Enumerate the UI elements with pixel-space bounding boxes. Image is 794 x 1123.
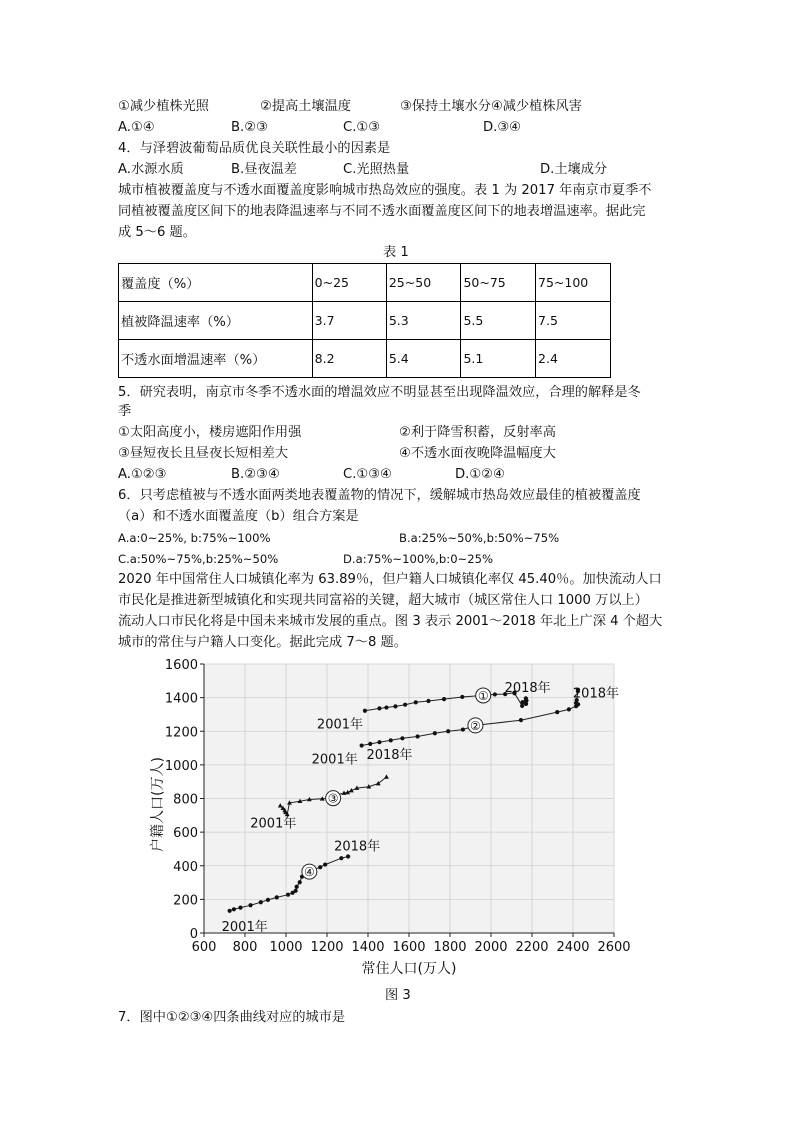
series-end-label: 2018年 — [504, 681, 551, 697]
data-point — [275, 895, 279, 899]
table-cell: 5.5 — [461, 302, 536, 340]
table-row-label: 覆盖度（%） — [119, 264, 313, 302]
x-tick-label: 2400 — [556, 940, 590, 955]
q5-option-3: ③昼短夜长且昼夜长短相差大 — [118, 446, 289, 461]
intro2-line-3: 流动人口市民化将是中国未来城市发展的重点。图 3 表示 2001～2018 年北上广深 4 个超大 — [118, 614, 663, 629]
data-point — [377, 740, 381, 744]
q3-choice-c: C.①③ — [343, 120, 381, 135]
data-point — [524, 696, 528, 700]
series-name-label: ① — [477, 688, 489, 703]
q5-choice-d: D.①②④ — [455, 467, 505, 482]
data-point — [368, 742, 372, 746]
q5-option-4: ④不透水面夜晚降温幅度大 — [399, 446, 556, 461]
x-tick-label: 1200 — [310, 940, 344, 955]
q4-choice-c: C.光照热量 — [343, 162, 410, 177]
q5-option-2: ②利于降雪积蓄，反射率高 — [399, 425, 556, 440]
x-axis-label: 常住人口(万人) — [361, 961, 457, 977]
data-point — [493, 692, 497, 696]
series-name-label: ④ — [303, 865, 315, 880]
intro1-line-2: 同植被覆盖度区间下的地表降温速率与不同不透水面覆盖度区间下的地表增温速率。据此完 — [118, 204, 646, 219]
y-tick-label: 1000 — [164, 758, 198, 774]
y-tick-label: 800 — [173, 792, 198, 808]
intro2-line-1: 2020 年中国常住人口城镇化率为 63.89％，但户籍人口城镇化率仅 45.40％。加快流动人口 — [118, 572, 662, 587]
figure-caption: 图 3 — [385, 988, 411, 1003]
data-point — [442, 697, 446, 701]
q3-choice-b: B.②③ — [231, 120, 268, 135]
q6-stem-line-2: （a）和不透水面覆盖度（b）组合方案是 — [118, 509, 359, 524]
q3-choice-a: A.①④ — [118, 120, 155, 135]
data-point — [360, 743, 364, 747]
x-tick-label: 1600 — [392, 940, 426, 955]
data-point — [389, 738, 393, 742]
q4-stem: 4．与泽碧波葡萄品质优良关联性最小的因素是 — [118, 141, 391, 156]
q6-choice-c: C.a:50%~75%,b:25%~50% — [118, 552, 279, 566]
data-point — [426, 699, 430, 703]
table-cell: 7.5 — [536, 302, 611, 340]
q7-stem: 7．图中①②③④四条曲线对应的城市是 — [118, 1010, 346, 1025]
data-point — [461, 727, 465, 731]
q5-choice-a: A.①②③ — [118, 467, 167, 482]
y-tick-label: 400 — [173, 859, 198, 875]
data-point — [266, 898, 270, 902]
q6-stem-line-1: 6．只考虑植被与不透水面两类地表覆盖物的情况下，缓解城市热岛效应最佳的植被覆盖度 — [118, 488, 641, 503]
data-point — [384, 705, 388, 709]
data-point — [416, 734, 420, 738]
q5-stem-line-1: 5．研究表明，南京市冬季不透水面的增温效应不明显甚至出现降温效应，合理的解释是冬 — [118, 385, 641, 400]
population-chart — [140, 652, 640, 987]
q5-choice-b: B.②③④ — [231, 467, 280, 482]
table-cell: 2.4 — [536, 340, 611, 378]
data-point — [339, 856, 343, 860]
data-point — [363, 709, 367, 713]
data-point — [520, 704, 524, 708]
data-point — [286, 893, 290, 897]
intro1-line-1: 城市植被覆盖度与不透水面覆盖度影响城市热岛效应的强度。表 1 为 2017 年南京市夏季不 — [118, 183, 652, 198]
table-cell: 25~50 — [386, 264, 461, 302]
table-row-label: 植被降温速率（%） — [119, 302, 313, 340]
q3-option-3-4: ③保持土壤水分④减少植株风害 — [400, 99, 582, 114]
q3-choice-d: D.③④ — [483, 120, 521, 135]
y-axis-label: 户籍人口(万人) — [150, 757, 166, 852]
x-tick-label: 800 — [232, 940, 258, 955]
intro2-line-2: 市民化是推进新型城镇化和实现共同富裕的关键，超大城市（城区常住人口 1000 万以上） — [118, 593, 648, 608]
data-point — [403, 703, 407, 707]
table-row-label: 不透水面增温速率（%） — [119, 340, 313, 378]
x-tick-label: 600 — [191, 940, 217, 955]
y-tick-label: 1400 — [164, 691, 198, 707]
table-cell: 50~75 — [461, 264, 536, 302]
data-point — [400, 736, 404, 740]
intro1-line-3: 成 5～6 题。 — [118, 225, 196, 240]
data-point — [238, 906, 242, 910]
y-tick-label: 1600 — [164, 658, 198, 673]
data-point — [393, 704, 397, 708]
data-point — [555, 710, 559, 714]
x-tick-label: 1000 — [269, 940, 303, 955]
y-tick-label: 600 — [173, 826, 198, 842]
series-name-label: ③ — [327, 791, 339, 806]
series-name-label: ② — [470, 718, 481, 733]
data-point — [346, 854, 350, 858]
q6-choice-a: A.a:0~25%, b:75%~100% — [118, 531, 271, 545]
data-point — [520, 700, 524, 704]
table-cell: 3.7 — [312, 302, 386, 340]
data-point — [248, 903, 252, 907]
q5-option-1: ①太阳高度小，楼房遮阳作用强 — [118, 425, 302, 440]
q5-stem-line-2: 季 — [118, 404, 132, 419]
series-start-label: 2001年 — [250, 816, 297, 832]
q3-option-2: ②提高土壤温度 — [260, 99, 351, 114]
data-point — [295, 885, 299, 889]
intro2-line-4: 城市的常住与户籍人口变化。据此完成 7～8 题。 — [118, 635, 407, 650]
data-point — [567, 707, 571, 711]
data-point — [259, 900, 263, 904]
x-tick-label: 2000 — [474, 940, 508, 955]
table-row — [119, 302, 611, 340]
table1-caption: 表 1 — [383, 245, 409, 260]
data-point — [228, 909, 232, 913]
table1 — [118, 263, 611, 378]
data-point — [519, 718, 523, 722]
series-end-label: 2018年 — [334, 839, 381, 855]
data-point — [446, 729, 450, 733]
table-row — [119, 264, 611, 302]
series-start-label: 2001年 — [311, 752, 358, 768]
data-point — [433, 731, 437, 735]
x-tick-label: 2600 — [597, 940, 631, 955]
series-end-label: 2018年 — [366, 747, 413, 763]
data-point — [318, 865, 322, 869]
data-point — [323, 862, 327, 866]
data-point — [414, 700, 418, 704]
data-point — [460, 695, 464, 699]
table-cell: 75~100 — [536, 264, 611, 302]
q3-option-1: ①减少植株光照 — [118, 99, 209, 114]
table-cell: 0~25 — [312, 264, 386, 302]
data-point — [298, 880, 302, 884]
q6-choice-b: B.a:25%~50%,b:50%~75% — [399, 531, 560, 545]
table-cell: 5.3 — [386, 302, 461, 340]
table-cell: 8.2 — [312, 340, 386, 378]
x-tick-label: 1400 — [351, 940, 385, 955]
x-tick-label: 2200 — [515, 940, 549, 955]
q4-choice-d: D.土壤成分 — [540, 162, 608, 177]
table-cell: 5.4 — [386, 340, 461, 378]
series-start-label: 2001年 — [316, 717, 364, 733]
series-end-label: 2018年 — [572, 686, 620, 702]
data-point — [232, 907, 236, 911]
data-point — [377, 706, 381, 710]
data-point — [294, 889, 298, 893]
table-row — [119, 340, 611, 378]
table-cell: 5.1 — [461, 340, 536, 378]
q5-choice-c: C.①③④ — [343, 467, 392, 482]
series-start-label: 2001年 — [221, 919, 268, 935]
y-tick-label: 1200 — [164, 725, 198, 741]
q6-choice-d: D.a:75%~100%,b:0~25% — [343, 552, 494, 566]
x-tick-label: 1800 — [433, 940, 467, 955]
q4-choice-b: B.昼夜温差 — [231, 162, 297, 177]
y-tick-label: 0 — [189, 927, 198, 942]
q4-choice-a: A.水源水质 — [118, 162, 184, 177]
y-tick-label: 200 — [173, 893, 198, 909]
